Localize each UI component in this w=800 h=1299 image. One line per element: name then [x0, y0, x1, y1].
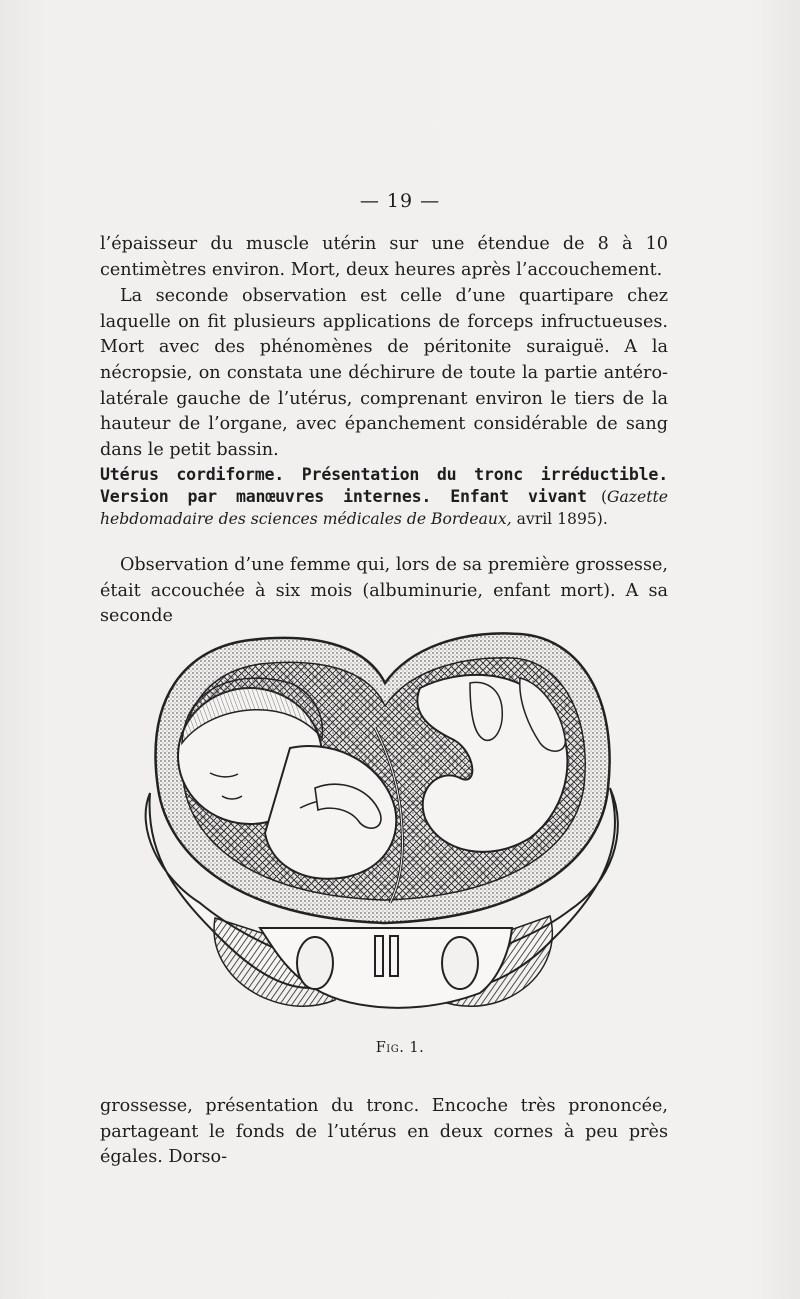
- figure-caption: Fig. 1.: [375, 1040, 425, 1056]
- text-block-top: [100, 232, 668, 463]
- paragraph-continuation: grossesse, présentation du tronc. Encoche très prononcée, partageant le fonds de l’utérus en deux cornes à peu près égales. Dorso-: [100, 1096, 668, 1168]
- paragraph-continued: l’épaisseur du muscle utérin sur une étendue de 8 à 10 centimètres environ. Mort, deux heures après l’accouchement.: [100, 234, 668, 280]
- heading-open-paren: (: [586, 488, 608, 506]
- figure-illustration: [140, 628, 630, 1033]
- text-block-bottom: [100, 1094, 668, 1171]
- text-block-middle: [100, 553, 668, 630]
- heading-source: Gazette hebdomadaire des sciences médicales de Bordeaux,: [100, 488, 668, 528]
- paragraph-observation: Observation d’une femme qui, lors de sa première grossesse, était accouchée à six mois (albuminurie, enfant mort). A sa seconde: [100, 555, 668, 627]
- page-number: — 19 —: [359, 190, 441, 212]
- heading-title: Utérus cordiforme. Présentation du tronc irréductible. Version par manœuvres internes. Enfant vivant: [100, 465, 668, 506]
- uterus-fetus-illustration: [140, 628, 630, 1033]
- heading-date: avril 1895).: [511, 510, 608, 528]
- section-heading: [100, 464, 668, 530]
- paragraph-second-observation: La seconde observation est celle d’une quartipare chez laquelle on fit plusieurs applications de forceps infructueuses. Mort avec des phénomènes de péritonite suraiguë. A la nécropsie, on constata une déchirure de toute la partie antéro-latérale gauche de l’utérus, comprenant environ le tiers de la hauteur de l’organe, avec épanchement considérable de sang dans le petit bassin.: [100, 286, 668, 460]
